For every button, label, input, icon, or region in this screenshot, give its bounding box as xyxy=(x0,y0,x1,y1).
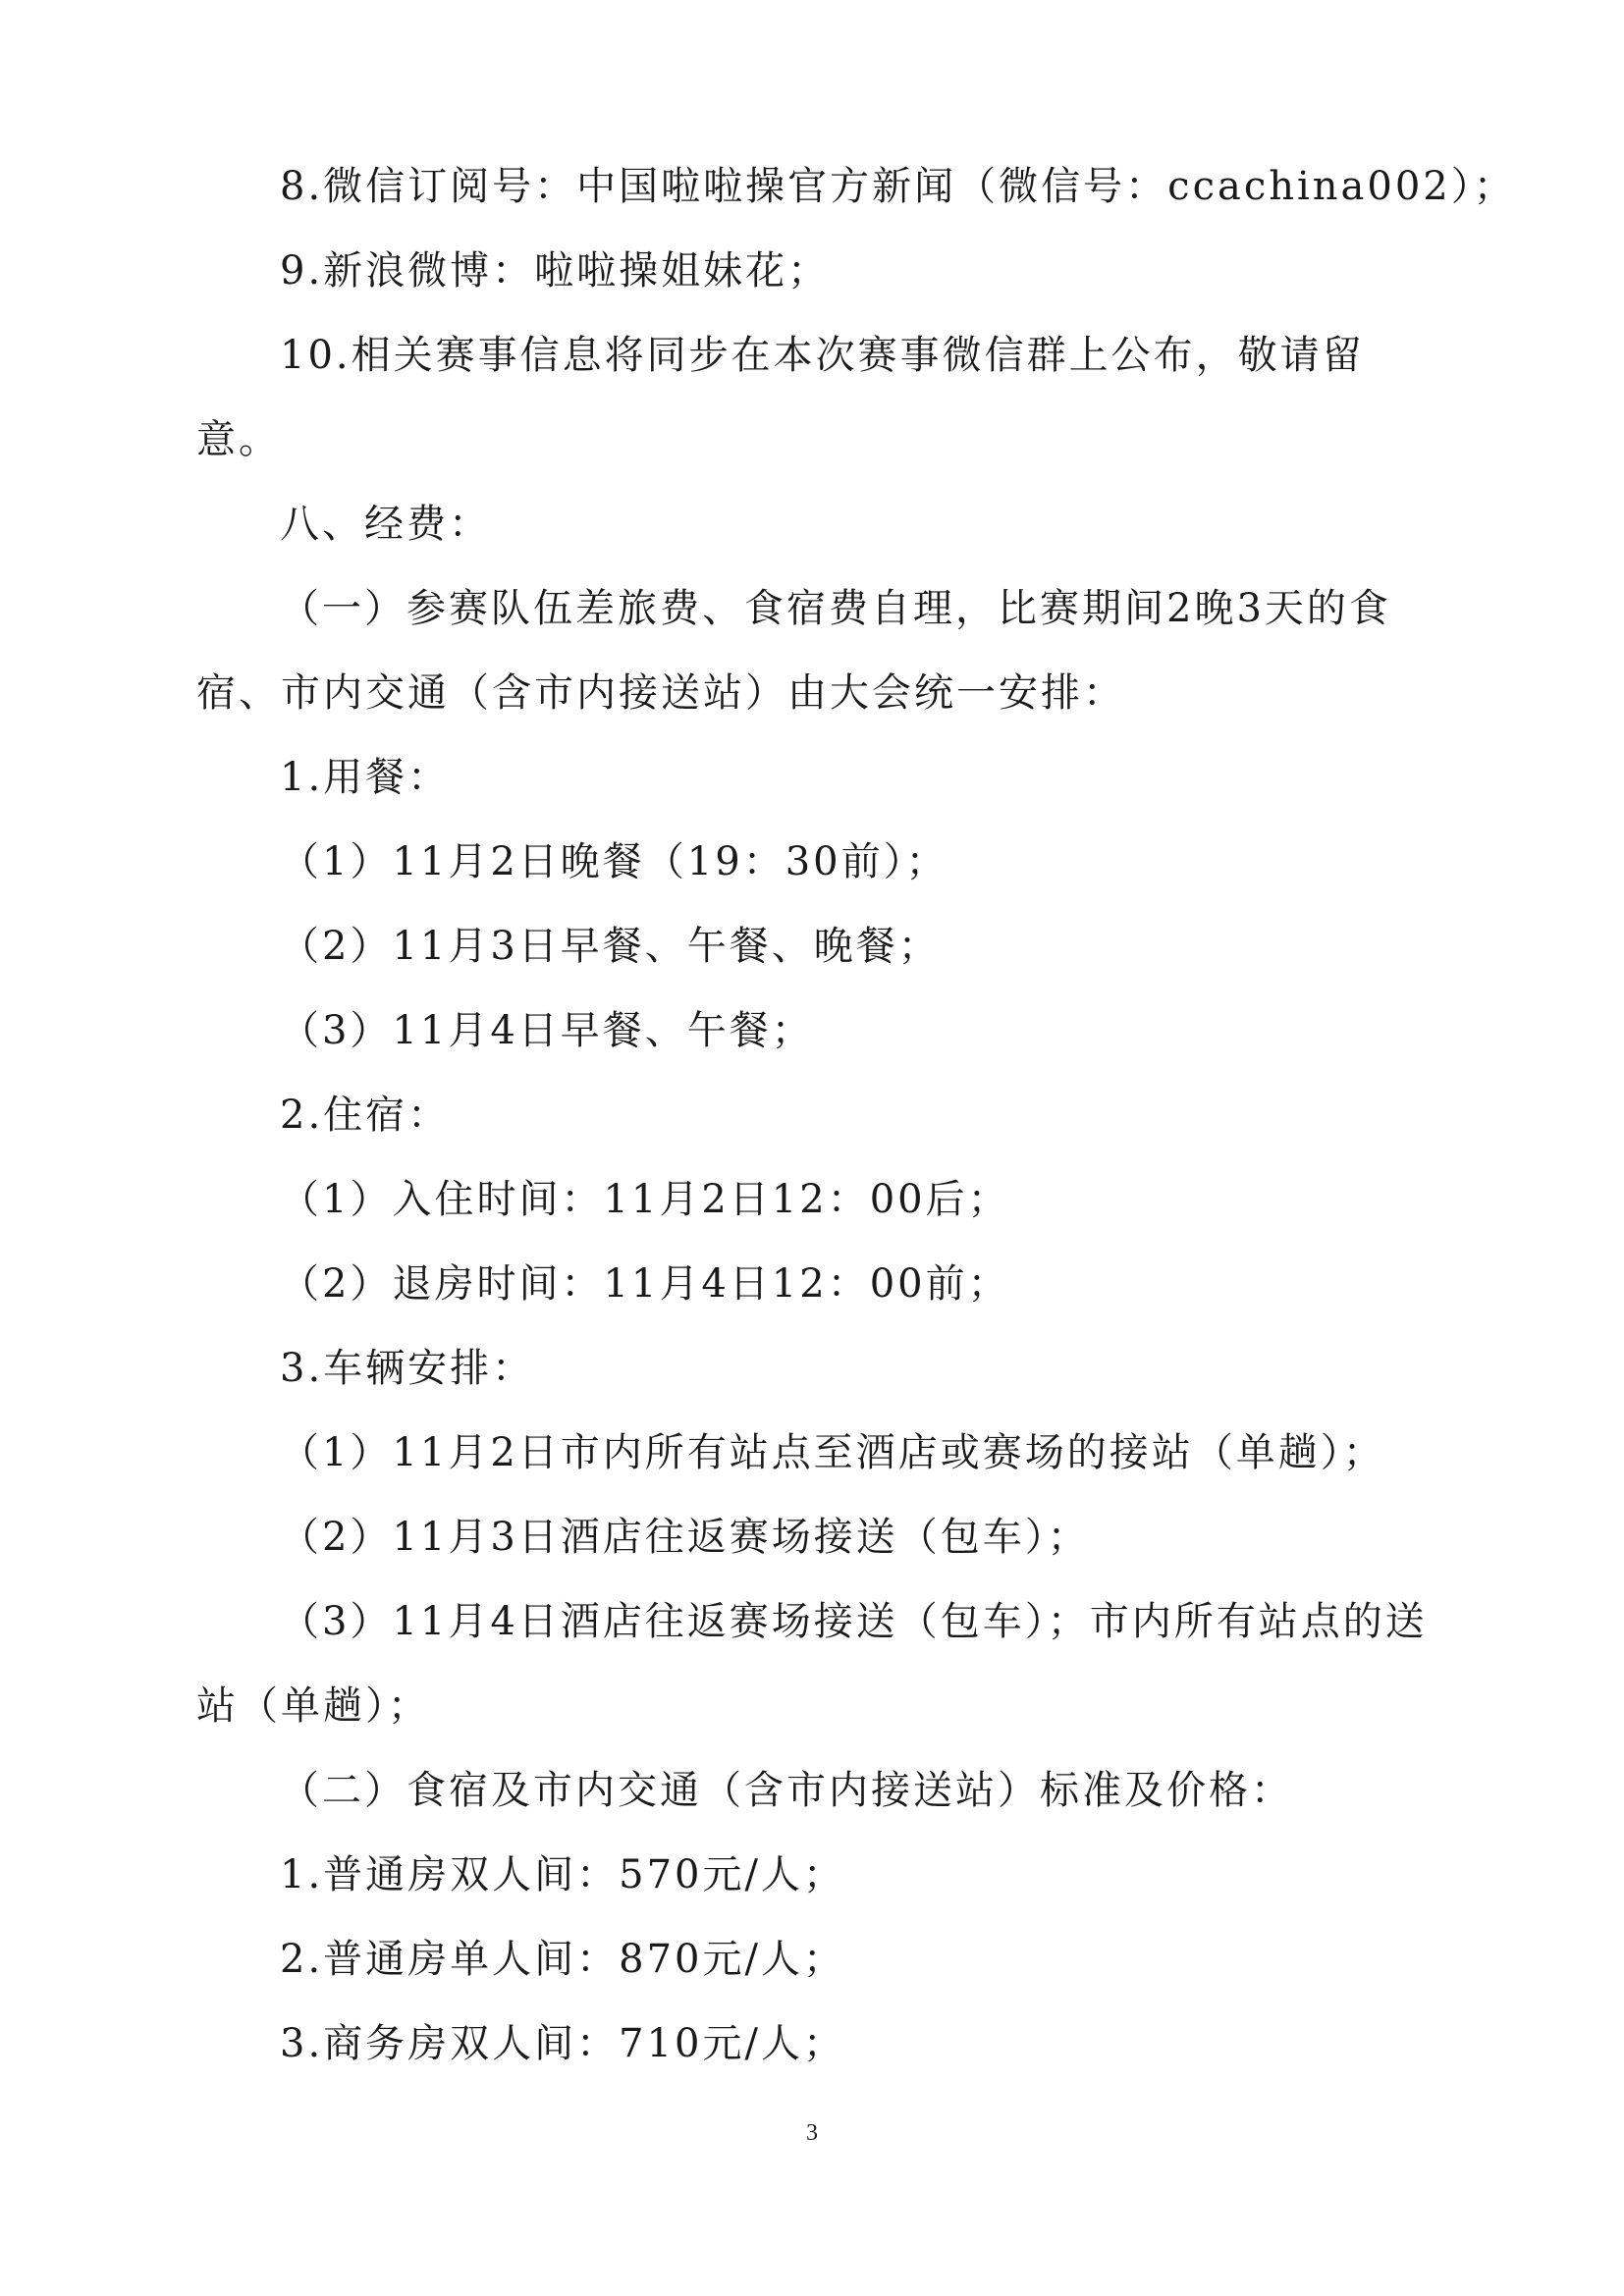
paragraph-line: （一）参赛队伍差旅费、食宿费自理，比赛期间2晚3天的食 xyxy=(280,586,1391,631)
subsection-heading: 1.用餐： xyxy=(280,755,451,800)
paragraph-line: 9.新浪微博：啦啦操姐妹花； xyxy=(280,248,831,294)
list-item: （2）11月3日酒店往返赛场接送（包车）； xyxy=(280,1515,1090,1560)
list-item: （2）退房时间：11月4日12：00前； xyxy=(280,1261,1010,1307)
list-item: （2）11月3日早餐、午餐、晚餐； xyxy=(280,924,941,969)
subsection-heading: 2.住宿： xyxy=(280,1093,451,1138)
paragraph-line: （二）食宿及市内交通（含市内接送站）标准及价格： xyxy=(280,1768,1293,1813)
list-item: 3.商务房双人间：710元/人； xyxy=(280,2021,845,2066)
paragraph-line: 8.微信订阅号：中国啦啦操官方新闻（微信号：ccachina002）； xyxy=(280,164,1516,209)
paragraph-line: 10.相关赛事信息将同步在本次赛事微信群上公布，敬请留 xyxy=(280,333,1365,378)
list-item: 站（单趟）； xyxy=(196,1683,430,1729)
list-item: （3）11月4日早餐、午餐； xyxy=(280,1008,814,1053)
list-item: （1）11月2日市内所有站点至酒店或赛场的接站（单趟）； xyxy=(280,1430,1385,1475)
list-item: 2.普通房单人间：870元/人； xyxy=(280,1937,845,1982)
list-item: （1）入住时间：11月2日12：00后； xyxy=(280,1177,1010,1222)
subsection-heading: 3.车辆安排： xyxy=(280,1346,535,1391)
section-heading: 八、经费： xyxy=(280,502,491,547)
page-number: 3 xyxy=(806,2120,818,2146)
list-item: （3）11月4日酒店往返赛场接送（包车）；市内所有站点的送 xyxy=(280,1599,1428,1644)
paragraph-line: 宿、市内交通（含市内接送站）由大会统一安排： xyxy=(196,670,1125,716)
list-item: （1）11月2日晚餐（19：30前）； xyxy=(280,839,948,884)
list-item: 1.普通房双人间：570元/人； xyxy=(280,1852,845,1897)
paragraph-line: 意。 xyxy=(196,417,281,462)
